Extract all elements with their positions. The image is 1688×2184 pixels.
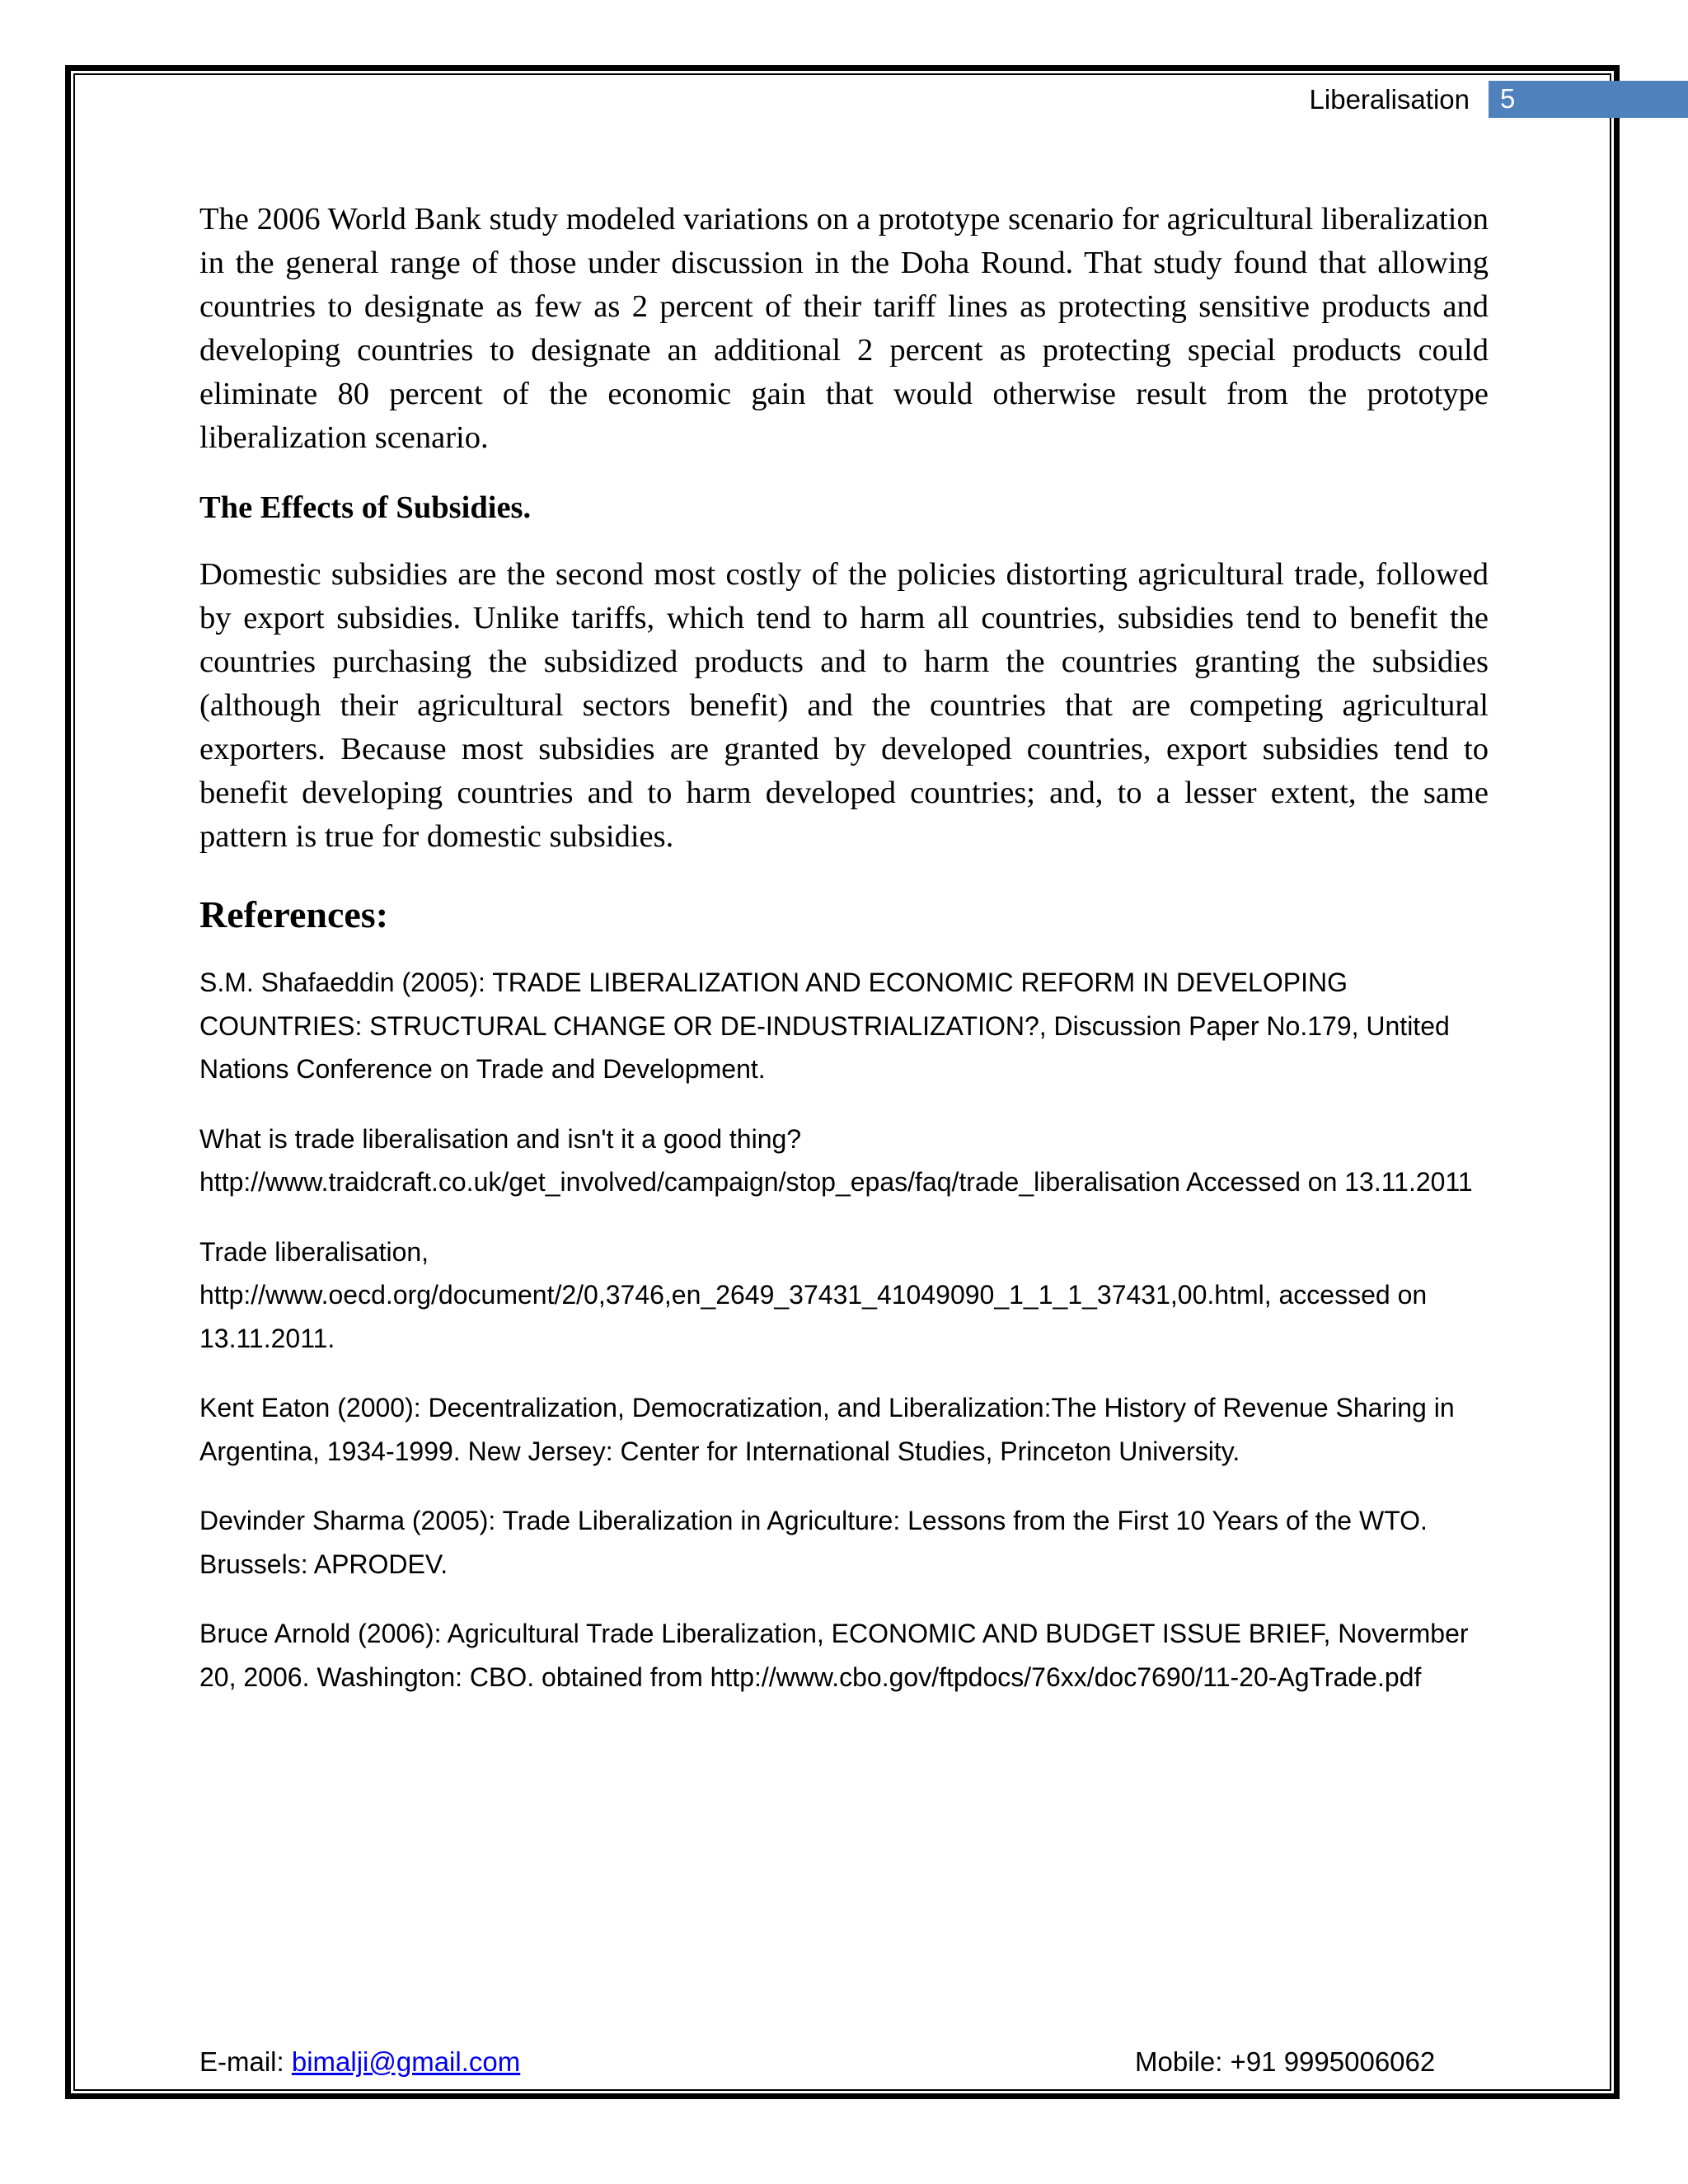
body-paragraph-1: The 2006 World Bank study modeled variations on a prototype scenario for agricultural liberalization in the general range of those under discussion in the Doha Round. That study found that allowing countries to designate as few as 2 percent of their tariff lines as protecting sensitive products and developing countries to designate an additional 2 percent as protecting special products could eliminate 80 percent of the economic gain that would otherwise result from the prototype liberalization scenario. [199, 202, 1489, 455]
email-label: E-mail: [199, 2046, 292, 2077]
reference-item: Trade liberalisation, http://www.oecd.org/document/2/0,3746,en_2649_37431_41049090_1_1_1_37431,00.html, accessed on 13.11.2011. [199, 1236, 1428, 1353]
reference-item: Devinder Sharma (2005): Trade Liberalization in Agriculture: Lessons from the First 10 Years of the WTO. Brussels: APRODEV. [199, 1506, 1428, 1579]
reference-item: S.M. Shafaeddin (2005): TRADE LIBERALIZATION AND ECONOMIC REFORM IN DEVELOPING COUNTRIES: STRUCTURAL CHANGE OR DE-INDUSTRIALIZATION?, Discussion Paper No.179, Untited Nations Conference on Trade and Development. [199, 968, 1450, 1084]
references-heading: References: [199, 893, 389, 935]
page-number-box [1489, 81, 1688, 118]
references-list [199, 961, 1489, 1699]
running-header-title: Liberalisation [1309, 84, 1470, 115]
footer-email [199, 2046, 520, 2078]
body-paragraph-2: Domestic subsidies are the second most costly of the policies distorting agricultural trade, followed by export subsidies. Unlike tariffs, which tend to harm all countries, subsidies tend to benefit the countries purchasing the subsidized products and to harm the countries granting the subsidies (although their agricultural sectors benefit) and the countries that are competing agricultural exporters. Because most subsidies are granted by developed countries, export subsidies tend to benefit developing countries and to harm developed countries; and, to a lesser extent, the same pattern is true for domestic subsidies. [199, 557, 1489, 854]
footer-mobile: Mobile: +91 9995006062 [1135, 2046, 1436, 2077]
section-heading-subsidies: The Effects of Subsidies. [199, 490, 532, 525]
email-link[interactable]: bimalji@gmail.com [291, 2046, 521, 2077]
page-number: 5 [1500, 83, 1516, 114]
reference-item: Bruce Arnold (2006): Agricultural Trade Liberalization, ECONOMIC AND BUDGET ISSUE BRIEF, Novermber 20, 2006. Washington: CBO. obtained from http://www.cbo.gov/ftpdocs/76xx/doc7690/11-20-AgTrade.pdf [199, 1619, 1469, 1692]
document-body [199, 198, 1489, 1725]
reference-item: What is trade liberalisation and isn't it a good thing? http://www.traidcraft.co.uk/get_involved/campaign/stop_epas/faq/trade_liberalisation Accessed on 13.11.2011 [199, 1123, 1473, 1197]
reference-item: Kent Eaton (2000): Decentralization, Democratization, and Liberalization:The History of Revenue Sharing in Argentina, 1934-1999. New Jersey: Center for International Studies, Princeton University. [199, 1393, 1455, 1466]
